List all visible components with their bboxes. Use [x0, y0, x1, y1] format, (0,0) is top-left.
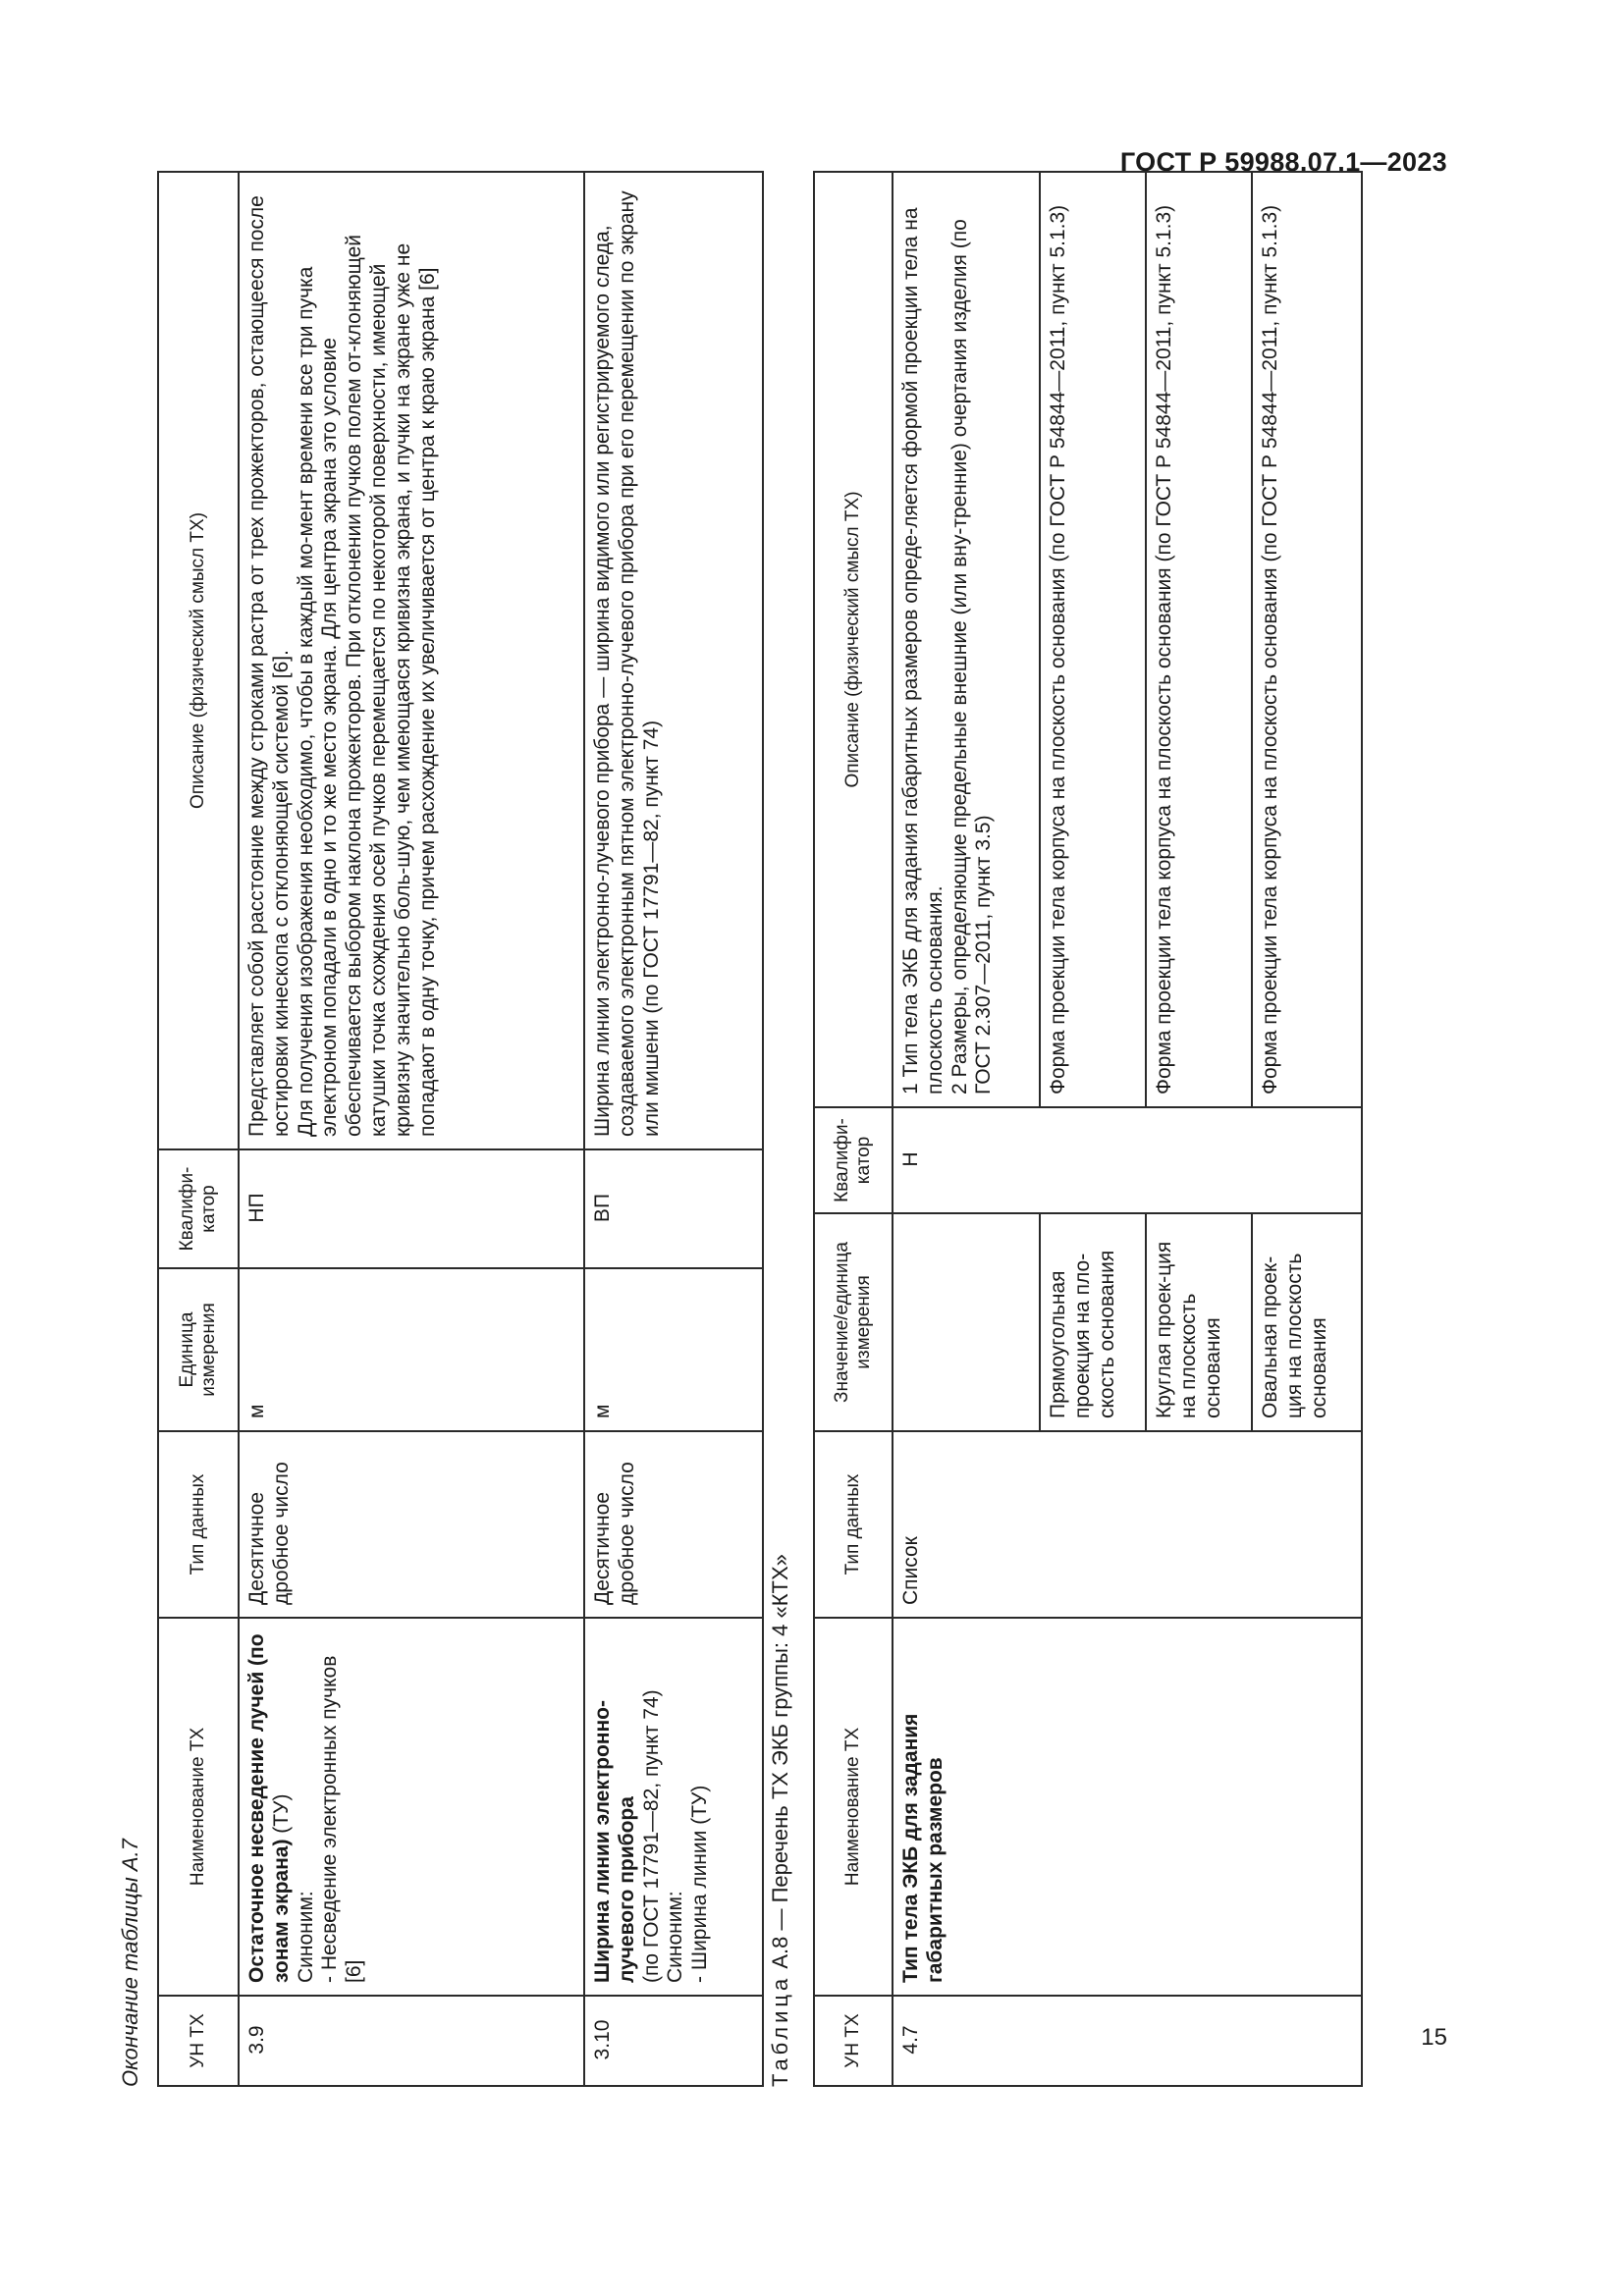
col-header-description: Описание (физический смысл ТХ) [814, 172, 893, 1107]
row-description: Представляет собой расстояние между строками растра от трех прожекторов, остающееся после юстировки кинескопа с отклоняющей системой [6]. Для получения изображения необходимо, чтобы в каждый мо-мент времени все три пучка электроном попадали в одно и то же место экрана. Для центра экрана это условие обеспечивается выбором наклона прожекторов. При отклонении пучков полем от-клоняющей катушки точка схождения осей пучков перемещается по некоторой поверхности, имеющей кривизну значительно боль-шую, чем имеющаяся кривизна экрана, и пучки на экране уже не попадают в одну точку, причем расхождение их увеличивается от центра к краю экрана [6] [239, 172, 584, 1149]
row-name-suffix: (ТУ) [269, 1793, 293, 1840]
row-type: Десятичное дробное число [239, 1431, 584, 1618]
row-name-bold: Тип тела ЭКБ для задания габаритных размеров [899, 1713, 947, 1983]
row-value-empty [893, 1213, 1040, 1431]
row-description: 1 Тип тела ЭКБ для задания габаритных размеров опреде-ляется формой проекции тела на плоскость основания. 2 Размеры, определяющие предельные внешние (или вну-тренние) очертания изделия (по ГОСТ 2.307—2011, пункт 3.5) [893, 172, 1040, 1107]
row-name [239, 1618, 584, 1996]
row-name [584, 1618, 763, 1996]
table-row [893, 172, 1040, 2086]
table-row [584, 172, 763, 2086]
row-name-bold: Ширина линии электронно-лучевого прибора [591, 1700, 638, 1983]
col-header-qualifier: Квалифи-катор [814, 1107, 893, 1213]
col-header-type: Тип данных [814, 1431, 893, 1618]
row-type: Список [893, 1431, 1362, 1618]
row-unit: м [239, 1268, 584, 1431]
option-description: Форма проекции тела корпуса на плоскость основания (по ГОСТ Р 54844—2011, пункт 5.1.3) [1146, 172, 1252, 1107]
option-value: Круглая проек-ция на плоскость основания [1146, 1213, 1252, 1431]
col-header-value: Значение/единица измерения [814, 1213, 893, 1431]
option-description: Форма проекции тела корпуса на плоскость основания (по ГОСТ Р 54844—2011, пункт 5.1.3) [1252, 172, 1362, 1107]
page-number: 15 [1421, 2024, 1447, 2051]
table-a8-caption-prefix: Таблица [768, 1974, 792, 2087]
row-qualifier: ВП [584, 1149, 763, 1268]
rotated-page-content [112, 173, 1379, 2087]
row-id: 3.9 [239, 1996, 584, 2086]
document-code: ГОСТ Р 59988.07.1—2023 [1119, 147, 1447, 177]
row-name [893, 1618, 1362, 1996]
col-header-name: Наименование ТХ [814, 1618, 893, 1996]
table-a7-caption: Окончание таблицы А.7 [118, 1839, 142, 2087]
table-a8-caption-rest: А.8 — Перечень ТХ ЭКБ группы: 4 «КТХ» [768, 1554, 792, 1975]
row-unit: м [584, 1268, 763, 1431]
table-a7 [157, 171, 764, 2087]
row-name-rest: (по ГОСТ 17791—82, пункт 74) Синоним: - Ширина линии (ТУ) [639, 1689, 712, 1983]
row-qualifier: Н [893, 1107, 1362, 1213]
col-header-id: УН ТХ [158, 1996, 239, 2086]
row-qualifier: НП [239, 1149, 584, 1268]
table-a8 [813, 171, 1363, 2087]
row-name-rest: Синоним: - Несведение электронных пучков [6] [294, 1655, 366, 1983]
row-description: Ширина линии электронно-лучевого прибора — ширина видимого или регистрируемого следа, создаваемого электронным пятном электронно-лучевого прибора при его перемещении по экрану или мишени (по ГОСТ 17791—82, пункт 74) [584, 172, 763, 1149]
col-header-name: Наименование ТХ [158, 1618, 239, 1996]
col-header-description: Описание (физический смысл ТХ) [158, 172, 239, 1149]
option-value: Прямоугольная проекция на пло-скость основания [1040, 1213, 1146, 1431]
row-type: Десятичное дробное число [584, 1431, 763, 1618]
col-header-id: УН ТХ [814, 1996, 893, 2086]
col-header-unit: Единица измерения [158, 1268, 239, 1431]
option-description: Форма проекции тела корпуса на плоскость основания (по ГОСТ Р 54844—2011, пункт 5.1.3) [1040, 172, 1146, 1107]
col-header-type: Тип данных [158, 1431, 239, 1618]
row-id: 4.7 [893, 1996, 1362, 2086]
table-row [239, 172, 584, 2086]
col-header-qualifier: Квалифи-катор [158, 1149, 239, 1268]
row-name-bold: Остаточное несведение лучей (по зонам экрана) [245, 1633, 293, 1983]
table-a8-caption [768, 1554, 793, 2087]
option-value: Овальная проек-ция на плоскость основания [1252, 1213, 1362, 1431]
row-id: 3.10 [584, 1996, 763, 2086]
